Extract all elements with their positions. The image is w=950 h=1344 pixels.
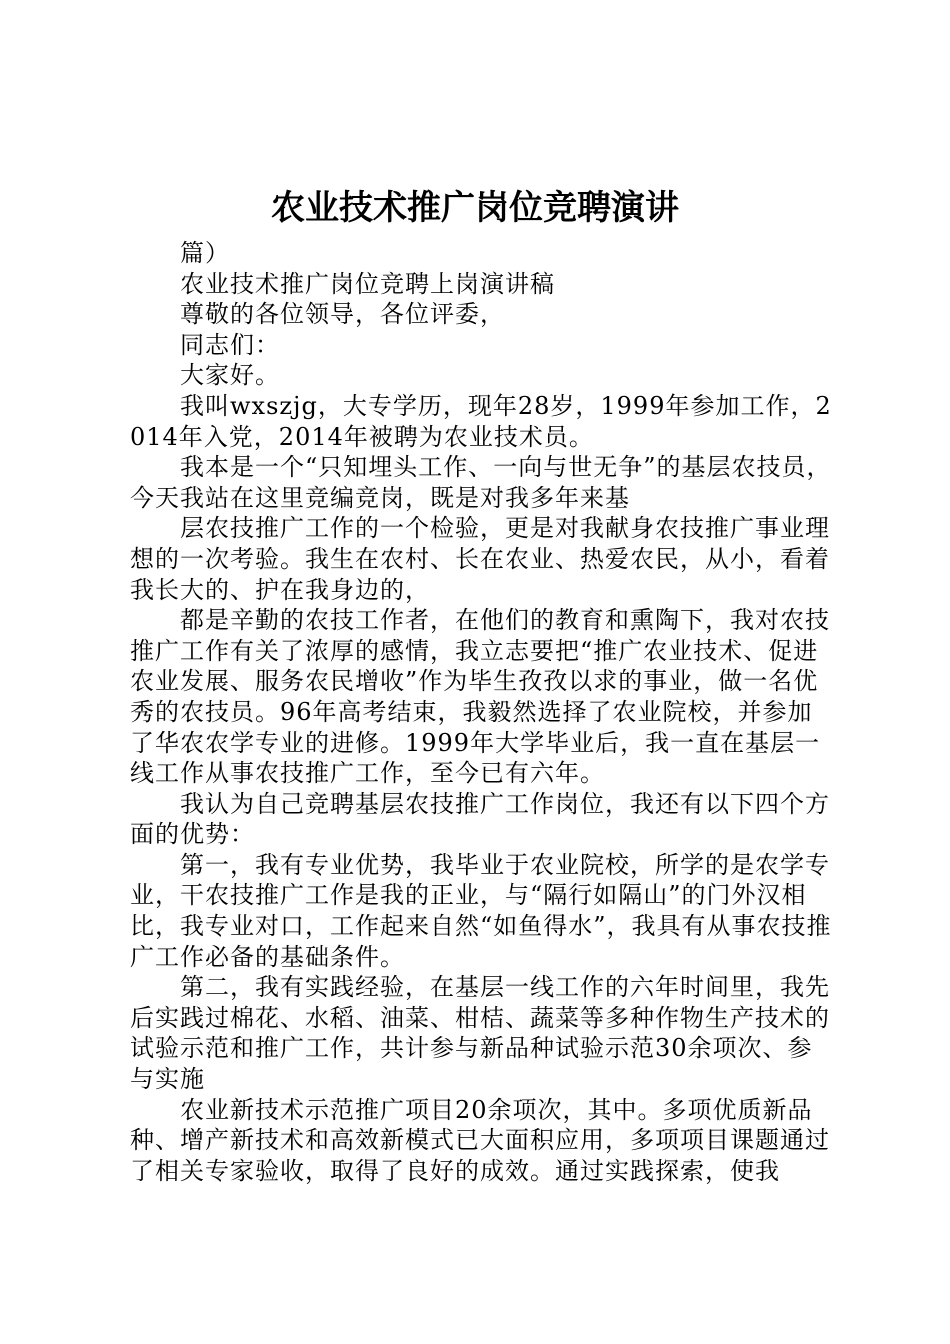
- document-body: [130, 238, 835, 1186]
- paragraph: 篇）: [180, 239, 230, 267]
- paragraph: 农业新技术示范推广项目20余项次，其中。多项优质新品种、增产新技术和高效新模式已大面积应用，多项项目课题通过了相关专家验收，取得了良好的成效。通过实践探索，使我: [130, 1095, 830, 1185]
- paragraph: 我认为自己竞聘基层农技推广工作岗位，我还有以下四个方面的优势：: [130, 789, 830, 849]
- paragraph: 我本是一个“只知埋头工作、一向与世无争”的基层农技员，今天我站在这里竞编竞岗，既是对我多年来基: [130, 453, 832, 512]
- document-title: 农业技术推广岗位竞聘演讲: [271, 188, 679, 228]
- paragraph: 都是辛勤的农技工作者，在他们的教育和熏陶下，我对农技推广工作有关了浓厚的感情，我立志要把“推广农业技术、促进农业发展、服务农民增收”作为毕生孜孜以求的事业，做一名优秀的农技员。96年高考结束，我毅然选择了农业院校，并参加了华农农学专业的进修。1999年大学毕业后，我一直在基层一线工作从事农技推广工作，至今已有六年。: [130, 606, 830, 788]
- paragraph: 我叫wxszjg，大专学历，现年28岁，1999年参加工作，2014年入党，2014年被聘为农业技术员。: [130, 391, 832, 451]
- paragraph: 同志们：: [180, 330, 280, 359]
- paragraph: 农业技术推广岗位竞聘上岗演讲稿: [180, 269, 555, 298]
- paragraph: 第二，我有实践经验，在基层一线工作的六年时间里，我先后实践过棉花、水稻、油菜、柑桔、蔬菜等多种作物生产技术的试验示范和推广工作，共计参与新品种试验示范30余项次、参与实施: [130, 973, 830, 1094]
- paragraph: 尊敬的各位领导，各位评委，: [180, 300, 505, 329]
- paragraph: 层农技推广工作的一个检验，更是对我献身农技推广事业理想的一次考验。我生在农村、长在农业、热爱农民，从小，看着我长大的、护在我身边的，: [130, 514, 830, 604]
- paragraph: 大家好。: [180, 361, 280, 390]
- paragraph: 第一，我有专业优势，我毕业于农业院校，所学的是农学专业，干农技推广工作是我的正业，与“隔行如隔山”的门外汉相比，我专业对口，工作起来自然“如鱼得水”，我具有从事农技推广工作必备的基础条件。: [130, 850, 832, 971]
